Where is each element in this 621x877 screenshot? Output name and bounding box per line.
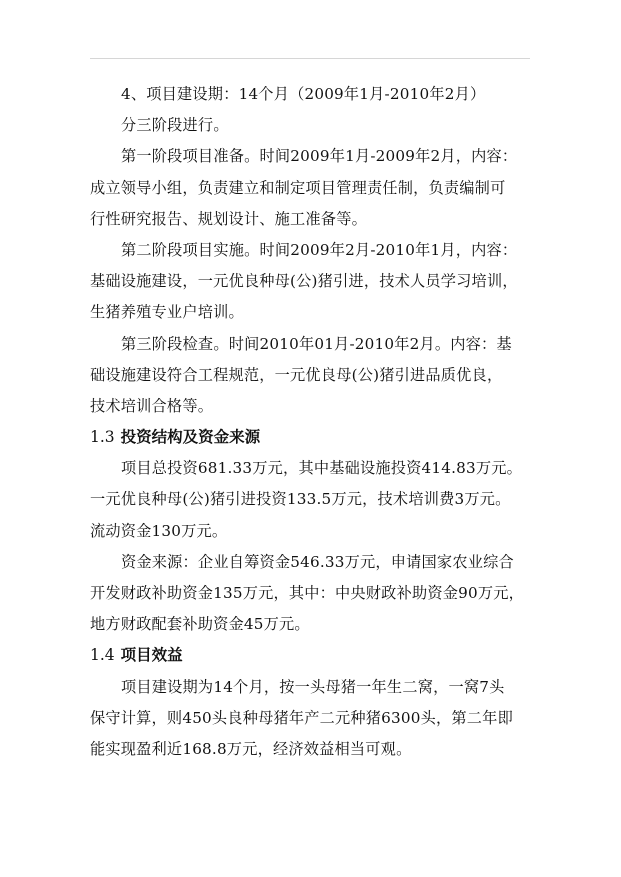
fund-source-line-2: 开发财政补助资金135万元，其中：中央财政补助资金90万元， — [90, 584, 525, 602]
fund-source-line-3: 地方财政配套补助资金45万元。 — [90, 615, 310, 634]
stage-three-line-3: 技术培训合格等。 — [90, 396, 214, 415]
benefit-line-3: 能实现盈利近168.8万元，经济效益相当可观。 — [90, 739, 412, 758]
fund-source-line-1: 资金来源：企业自筹资金546.33万元，申请国家农业综合 — [121, 552, 514, 571]
stage-one-line-2: 成立领导小组，负责建立和制定项目管理责任制，负责编制可 — [90, 178, 506, 197]
section-1-3-heading — [90, 422, 530, 453]
section-1-4-title: 项目效益 — [120, 646, 183, 665]
construction-period-line: 4、项目建设期：14个月（2009年1月-2010年2月） — [121, 85, 486, 103]
total-investment-line-2: 一元优良种母(公)猪引进投资133.5万元，技术培训费3万元。 — [90, 490, 511, 509]
total-investment-line-3: 流动资金130万元。 — [90, 521, 228, 540]
total-investment-line-1: 项目总投资681.33万元，其中基础设施投资414.83万元。 — [121, 459, 523, 478]
benefit-line-2: 保守计算，则450头良种母猪年产二元种猪6300头，第二年即 — [90, 708, 513, 727]
stage-two-line-3: 生猪养殖专业户培训。 — [90, 303, 244, 322]
section-1-4-number: 1.4 — [90, 646, 115, 665]
benefit-line-1: 项目建设期为14个月，按一头母猪一年生二窝，一窝7头 — [121, 677, 505, 696]
section-1-3-number: 1.3 — [90, 428, 115, 447]
section-1-4-heading — [90, 640, 530, 671]
three-stages-line: 分三阶段进行。 — [121, 116, 229, 135]
section-1-3-title: 投资结构及资金来源 — [120, 428, 261, 447]
document-body — [90, 79, 530, 765]
stage-three-line-1: 第三阶段检查。时间2010年01月-2010年2月。内容：基 — [121, 334, 512, 353]
stage-two-line-1: 第二阶段项目实施。时间2009年2月-2010年1月，内容： — [121, 240, 518, 259]
header-rule — [90, 58, 530, 59]
stage-three-line-2: 础设施建设符合工程规范，一元优良母(公)猪引进品质优良， — [90, 365, 503, 384]
stage-one-line-3: 行性研究报告、规划设计、施工准备等。 — [90, 209, 367, 228]
stage-one-line-1: 第一阶段项目准备。时间2009年1月-2009年2月，内容： — [121, 147, 518, 166]
stage-two-line-2: 基础设施建设，一元优良种母(公)猪引进，技术人员学习培训， — [90, 272, 518, 291]
